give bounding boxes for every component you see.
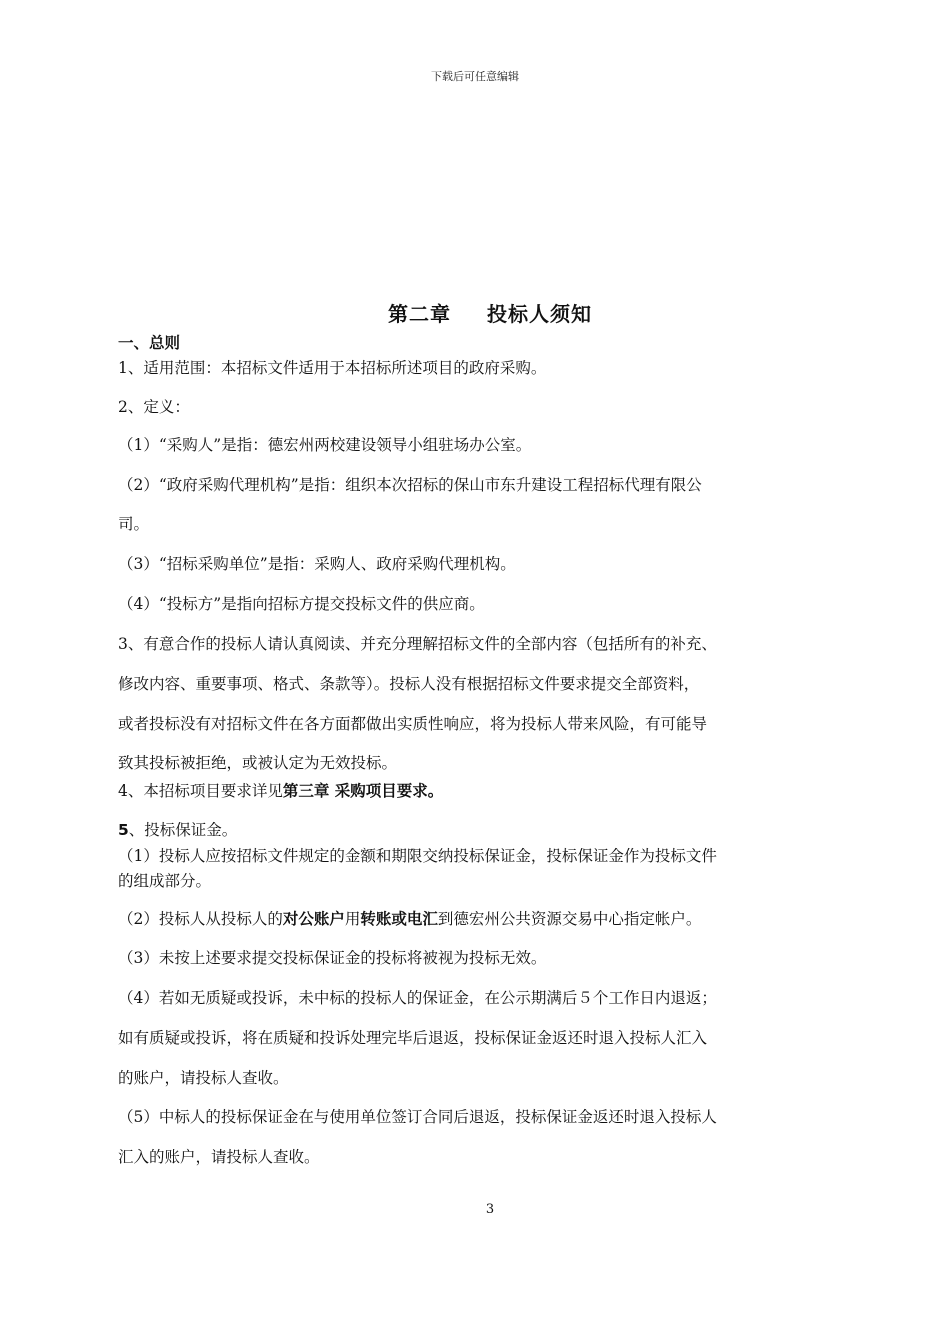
chapter-number: 第二章	[388, 302, 451, 326]
paragraph-5-text: 、投标保证金。	[128, 821, 238, 839]
page-number: 3	[485, 1202, 495, 1217]
chapter-title	[0, 298, 950, 327]
deposit-item-3: （3）未按上述要求提交投标保证金的投标将被视为投标无效。	[118, 949, 547, 967]
deposit-item-4-line1: （4）若如无质疑或投诉，未中标的投标人的保证金，在公示期满后５个工作日内退返；	[118, 989, 717, 1007]
paragraph-4-text: 4、本招标项目要求详见	[118, 782, 283, 800]
deposit-item-2-method: 转账或电汇	[360, 910, 438, 928]
paragraph-4	[118, 779, 443, 801]
deposit-item-5-line2: 汇入的账户，请投标人查收。	[118, 1148, 320, 1166]
deposit-item-5-line1: （5）中标人的投标保证金在与使用单位签订合同后退返，投标保证金返还时退入投标人	[118, 1108, 717, 1126]
deposit-item-2-mid: 用	[344, 910, 361, 928]
paragraph-definitions: 2、定义：	[118, 398, 190, 416]
deposit-item-2-pre: （2）投标人从投标人的	[118, 910, 283, 928]
paragraph-5	[118, 818, 237, 840]
deposit-item-1-line1: （1）投标人应按招标文件规定的金额和期限交纳投标保证金，投标保证金作为投标文件	[118, 847, 717, 865]
deposit-item-2	[118, 907, 701, 929]
definition-purchaser: （1）“采购人”是指：德宏州两校建设领导小组驻场办公室。	[118, 436, 532, 454]
paragraph-3-line3: 或者投标没有对招标文件在各方面都做出实质性响应，将为投标人带来风险，有可能导	[118, 715, 708, 733]
paragraph-5-number: 5	[118, 821, 129, 839]
deposit-item-1-line2: 的组成部分。	[118, 872, 212, 890]
paragraph-4-reference: 第三章 采购项目要求。	[282, 782, 444, 800]
deposit-item-2-account: 对公账户	[282, 910, 345, 928]
definition-agency-line2: 司。	[118, 515, 150, 533]
section-heading: 一、总则	[118, 334, 181, 352]
deposit-item-4-line3: 的账户，请投标人查收。	[118, 1069, 289, 1087]
definition-agency-line1: （2）“政府采购代理机构”是指：组织本次招标的保山市东升建设工程招标代理有限公	[118, 476, 702, 494]
paragraph-3-line4: 致其投标被拒绝，或被认定为无效投标。	[118, 754, 398, 772]
page-header-note: 下载后可任意编辑	[431, 70, 519, 83]
paragraph-3-line1: 3、有意合作的投标人请认真阅读、并充分理解招标文件的全部内容（包括所有的补充、	[118, 635, 717, 653]
definition-bidder: （4）“投标方”是指向招标方提交投标文件的供应商。	[118, 595, 485, 613]
chapter-name: 投标人须知	[487, 302, 592, 326]
deposit-item-4-line2: 如有质疑或投诉，将在质疑和投诉处理完毕后退返，投标保证金返还时退入投标人汇入	[118, 1029, 708, 1047]
paragraph-3-line2: 修改内容、重要事项、格式、条款等）。投标人没有根据招标文件要求提交全部资料，	[118, 675, 700, 693]
definition-procurement-unit: （3）“招标采购单位”是指：采购人、政府采购代理机构。	[118, 555, 516, 573]
deposit-item-2-post: 到德宏州公共资源交易中心指定帐户。	[437, 910, 702, 928]
paragraph-scope: 1、适用范围：本招标文件适用于本招标所述项目的政府采购。	[118, 359, 547, 377]
